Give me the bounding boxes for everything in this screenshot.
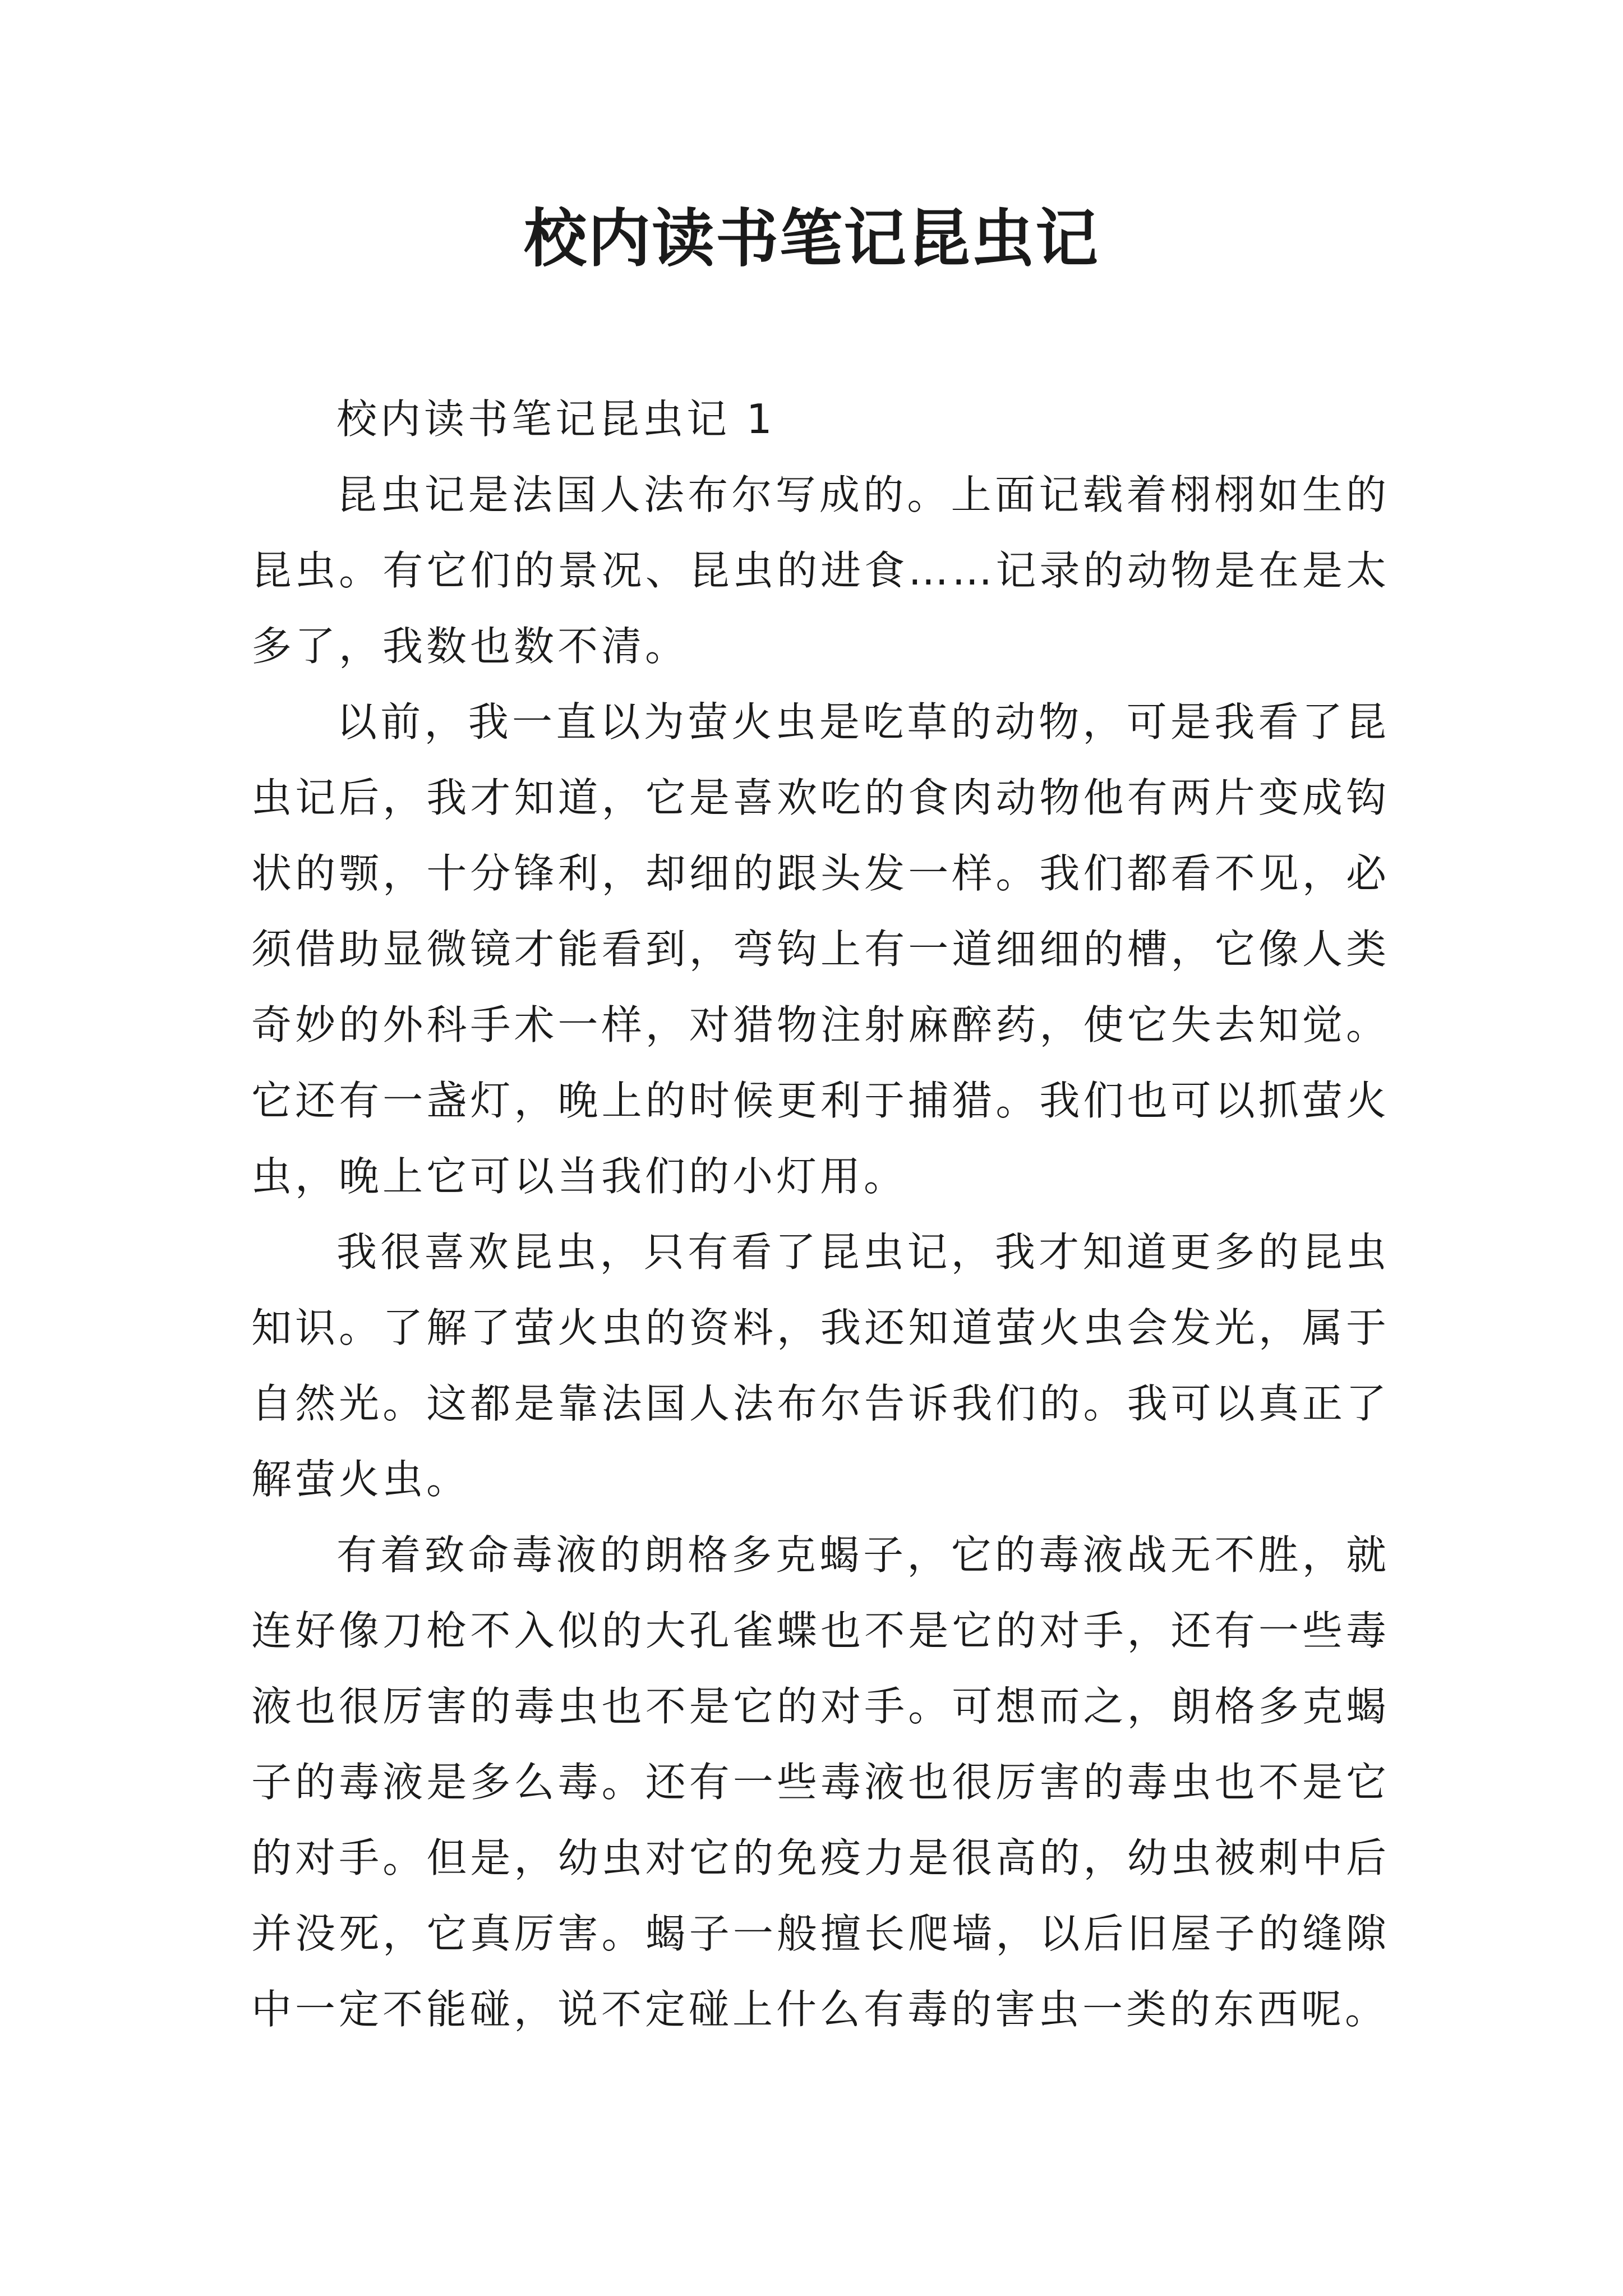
paragraph-3: 我很喜欢昆虫，只有看了昆虫记，我才知道更多的昆虫知识。了解了萤火虫的资料，我还知道萤火虫会发光，属于自然光。这都是靠法国人法布尔告诉我们的。我可以真正了解萤火虫。 <box>251 1228 1390 1503</box>
paragraph-2: 以前，我一直以为萤火虫是吃草的动物，可是我看了昆虫记后，我才知道，它是喜欢吃的食肉动物他有两片变成钩状的颚，十分锋利，却细的跟头发一样。我们都看不见，必须借助显微镜才能看到，弯钩上有一道细细的槽，它像人类奇妙的外科手术一样，对猎物注射麻醉药，使它失去知觉。它还有一盏灯，晚上的时候更利于捕猎。我们也可以抓萤火虫，晚上它可以当我们的小灯用。 <box>251 698 1390 1200</box>
paragraph-1: 昆虫记是法国人法布尔写成的。上面记载着栩栩如生的昆虫。有它们的景况、昆虫的进食……记录的动物是在是太多了，我数也数不清。 <box>251 471 1390 670</box>
document-body <box>251 381 1390 2047</box>
section-heading: 校内读书笔记昆虫记 1 <box>336 395 776 443</box>
document-title: 校内读书笔记昆虫记 <box>524 202 1099 275</box>
paragraph-4: 有着致命毒液的朗格多克蝎子，它的毒液战无不胜，就连好像刀枪不入似的大孔雀蝶也不是它的对手，还有一些毒液也很厉害的毒虫也不是它的对手。可想而之，朗格多克蝎子的毒液是多么毒。还有一些毒液也很厉害的毒虫也不是它的对手。但是，幼虫对它的免疫力是很高的，幼虫被刺中后并没死，它真厉害。蝎子一般擅长爬墙，以后旧屋子的缝隙中一定不能碰，说不定碰上什么有毒的害虫一类的东西呢。 <box>251 1531 1390 2033</box>
